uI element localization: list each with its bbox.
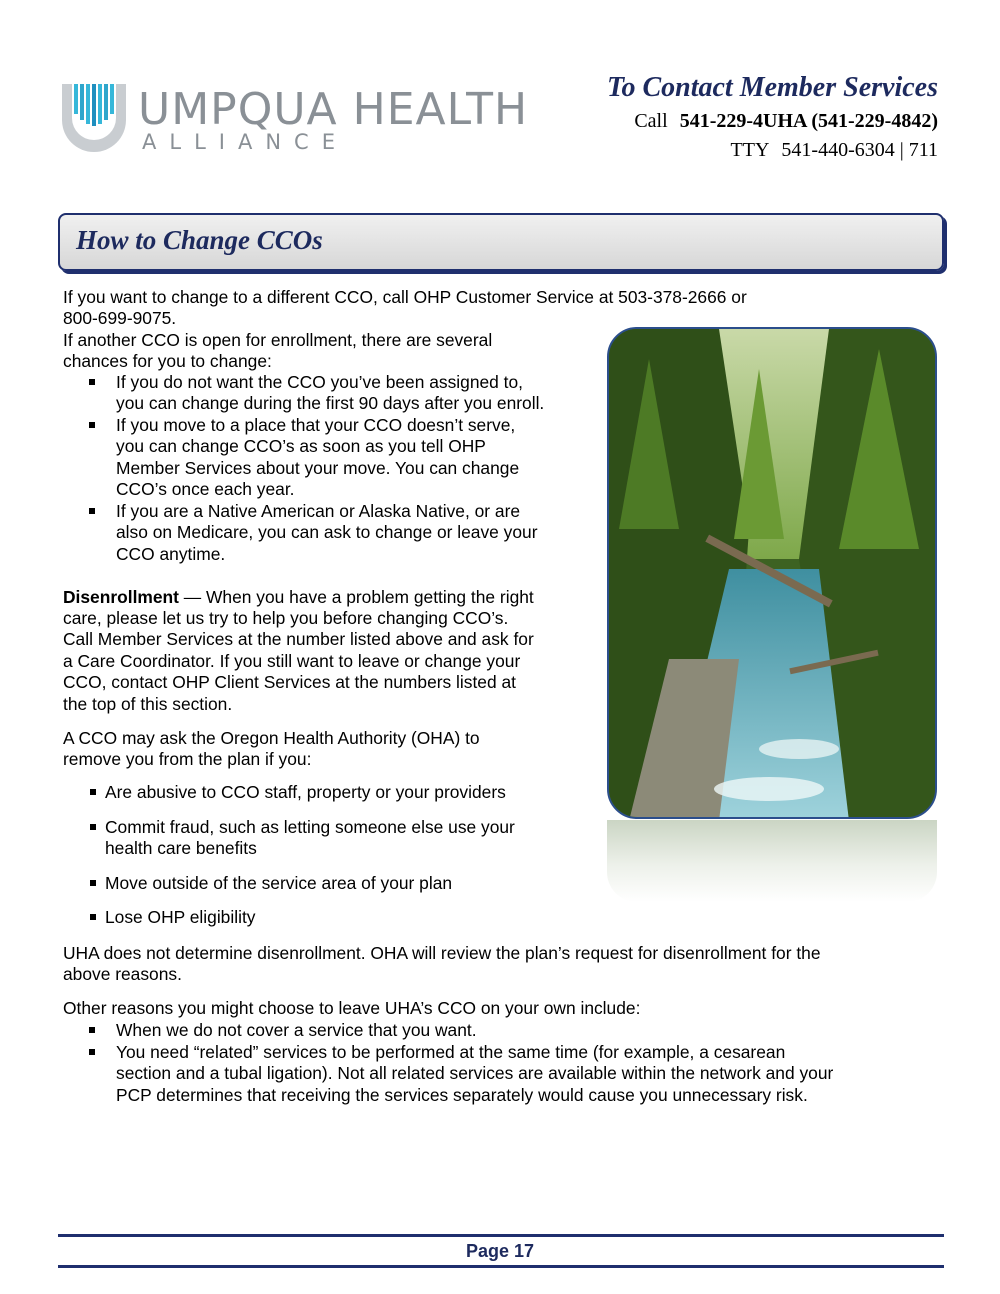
change-bullet-2-line-1: If you move to a place that your CCO doesn’t serve, (116, 415, 516, 435)
bullet-square-icon (89, 422, 95, 428)
footer-rule-top (58, 1234, 944, 1237)
change-bullet-1-line-2: you can change during the first 90 days after you enroll. (116, 393, 545, 413)
change-bullet-1-line-1: If you do not want the CCO you’ve been assigned to, (116, 372, 523, 392)
disenrollment-line-2: care, please let us try to help you before changing CCO’s. (63, 608, 509, 628)
disenrollment-line-6: the top of this section. (63, 694, 233, 714)
bullet-square-icon (89, 1049, 95, 1055)
section-title: How to Change CCOs (76, 225, 323, 255)
uha-note-line-1: UHA does not determine disenrollment. OHA will review the plan’s request for disenrollment for the (63, 943, 821, 963)
removal-line-2: remove you from the plan if you: (63, 749, 312, 769)
disenrollment-line-1-text: — When you have a problem getting the right (178, 587, 534, 607)
change-bullet-3-line-3: CCO anytime. (116, 544, 226, 564)
uha-note-line-2: above reasons. (63, 964, 182, 984)
disenrollment-line-3: Call Member Services at the number listed above and ask for (63, 629, 534, 649)
photo-reflection (607, 820, 937, 902)
tty-label: TTY (730, 139, 770, 161)
bullet-square-icon (90, 824, 96, 830)
umpqua-health-logo (58, 80, 529, 162)
tty-number: 541-440-6304 | 711 (781, 139, 938, 161)
other-bullet-2-line-1: You need “related” services to be performed at the same time (for example, a cesarean (116, 1042, 786, 1062)
other-bullet-2-line-2: section and a tubal ligation). Not all related services are available within the network and your (116, 1063, 834, 1083)
intro-line-1: If you want to change to a different CCO, call OHP Customer Service at 503-378-2666 or (63, 287, 747, 307)
footer-rule-bottom (58, 1265, 944, 1268)
bullet-square-icon (90, 880, 96, 886)
change-bullet-2-line-3: Member Services about your move. You can change (116, 458, 520, 478)
other-bullet-1: When we do not cover a service that you want. (116, 1020, 477, 1040)
logo-name-line1: UMPQUA HEALTH (138, 84, 529, 135)
change-bullet-3-line-1: If you are a Native American or Alaska Native, or are (116, 501, 521, 521)
change-bullet-2-line-2: you can change CCO’s as soon as you tell OHP (116, 436, 486, 456)
change-bullet-2-line-4: CCO’s once each year. (116, 479, 295, 499)
bullet-square-icon (89, 1027, 95, 1033)
intro-line-4: chances for you to change: (63, 351, 272, 371)
disenrollment-heading: Disenrollment (63, 587, 179, 607)
call-line (607, 110, 938, 133)
disenrollment-line-1 (63, 587, 534, 609)
disenrollment-line-5: CCO, contact OHP Client Services at the numbers listed at (63, 672, 516, 692)
call-label: Call (634, 110, 668, 132)
removal-bullet-2-line-1: Commit fraud, such as letting someone else use your (105, 817, 515, 837)
change-bullet-3-line-2: also on Medicare, you can ask to change or leave your (116, 522, 538, 542)
member-services-contact (607, 72, 938, 162)
section-banner (58, 213, 944, 271)
forest-creek-illustration (609, 329, 937, 819)
disenrollment-line-4: a Care Coordinator. If you still want to leave or change your (63, 651, 521, 671)
bullet-square-icon (90, 789, 96, 795)
removal-line-1: A CCO may ask the Oregon Health Authority (OHA) to (63, 728, 480, 748)
removal-bullet-1: Are abusive to CCO staff, property or your providers (105, 782, 506, 802)
removal-bullet-3: Move outside of the service area of your plan (105, 873, 453, 893)
contact-title: To Contact Member Services (606, 72, 938, 103)
intro-line-3: If another CCO is open for enrollment, there are several (63, 330, 493, 350)
bullet-square-icon (89, 379, 95, 385)
removal-bullet-4: Lose OHP eligibility (105, 907, 256, 927)
bullet-square-icon (90, 914, 96, 920)
other-bullet-2-line-3: PCP determines that receiving the services separately would cause you unnecessary risk. (116, 1085, 808, 1105)
call-number: 541-229-4UHA (541-229-4842) (679, 110, 938, 132)
logo-emblem-icon (58, 80, 130, 162)
intro-line-2: 800-699-9075. (63, 308, 177, 328)
removal-bullet-2-line-2: health care benefits (105, 838, 257, 858)
logo-name-line2: ALLIANCE (142, 130, 348, 154)
page-number: Page 17 (465, 1241, 535, 1261)
other-reasons-intro: Other reasons you might choose to leave UHA’s CCO on your own include: (63, 998, 641, 1018)
bullet-square-icon (89, 508, 95, 514)
tty-line (607, 139, 938, 162)
forest-creek-photo (607, 327, 937, 819)
